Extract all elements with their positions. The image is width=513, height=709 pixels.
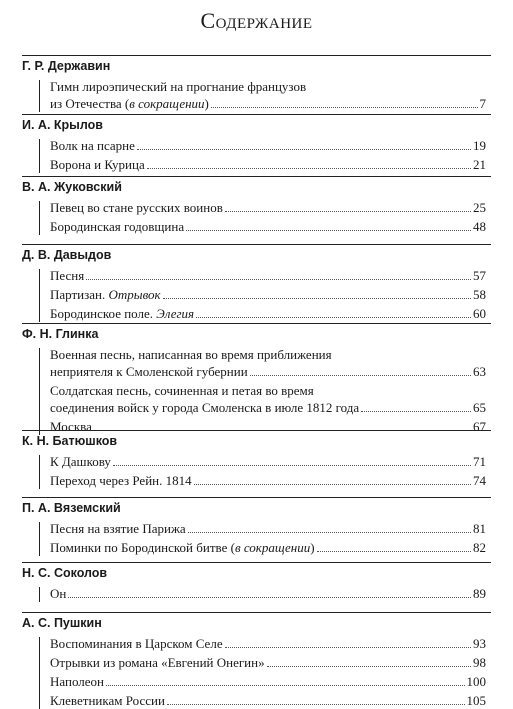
entry-row xyxy=(50,199,486,216)
toc-entry[interactable] xyxy=(50,673,486,690)
entries-bracket xyxy=(39,80,40,112)
entry-title-italic: в сокращении xyxy=(129,96,205,111)
dot-leader xyxy=(188,532,471,533)
entry-title-text: Ворона и Курица xyxy=(50,157,145,172)
entry-title-text: соединения войск у города Смоленска в июле 1812 года xyxy=(50,400,360,415)
page-number: 63 xyxy=(473,364,486,379)
entry-title xyxy=(50,539,315,556)
entry-title-line: Гимн лироэпический на прогнание французов xyxy=(50,79,307,94)
page-number: 21 xyxy=(473,157,486,172)
entry-title-suffix: ) xyxy=(204,96,209,111)
toc-entry[interactable] xyxy=(50,78,486,112)
entry-title-text: Он xyxy=(50,586,67,601)
page-number: 65 xyxy=(473,400,486,415)
page-number: 81 xyxy=(473,521,486,536)
entry-title-suffix: ) xyxy=(310,540,315,555)
toc-entry[interactable] xyxy=(50,218,486,235)
entry-row xyxy=(50,635,486,652)
page-number: 48 xyxy=(473,219,486,234)
section-rule xyxy=(22,612,491,613)
entry-title xyxy=(50,137,135,154)
entry-title xyxy=(50,267,84,284)
entry-title xyxy=(50,418,92,435)
dot-leader xyxy=(361,411,471,412)
entry-row xyxy=(50,654,486,671)
entries-bracket xyxy=(39,637,40,709)
dot-leader xyxy=(68,597,471,598)
entry-title-text: из Отечества ( xyxy=(50,96,130,111)
entry-title xyxy=(50,673,104,690)
entry-row xyxy=(50,286,486,303)
dot-leader xyxy=(267,666,471,667)
entry-title-text: Отрывки из романа «Евгений Онегин» xyxy=(50,655,265,670)
dot-leader xyxy=(196,317,471,318)
entry-row xyxy=(50,673,486,690)
toc-entry[interactable] xyxy=(50,692,486,709)
entry-title xyxy=(50,286,161,303)
section-rule xyxy=(22,562,491,563)
entry-row xyxy=(50,585,486,602)
entry-title xyxy=(50,95,209,112)
entry-title-text: Бородинская годовщина xyxy=(50,219,185,234)
entry-title xyxy=(50,218,184,235)
entry-row xyxy=(50,418,486,435)
toc-entry[interactable] xyxy=(50,654,486,671)
dot-leader xyxy=(186,230,471,231)
entry-title xyxy=(50,199,223,216)
entry-row xyxy=(50,363,486,380)
page-title: Содержание xyxy=(200,8,313,33)
toc-entry[interactable] xyxy=(50,382,486,416)
toc-entry[interactable] xyxy=(50,418,486,435)
entry-title-text: Переход через Рейн. 1814 xyxy=(50,473,192,488)
toc-entry[interactable] xyxy=(50,635,486,652)
entry-title-italic: Отрывок xyxy=(108,287,161,302)
toc-entry[interactable] xyxy=(50,453,486,470)
entries-bracket xyxy=(39,269,40,322)
author-name: Г. Р. Державин xyxy=(22,59,111,73)
dot-leader xyxy=(106,685,465,686)
dot-leader xyxy=(194,484,471,485)
entry-row xyxy=(50,539,486,556)
entry-title-text: Песня xyxy=(50,268,85,283)
entries-bracket xyxy=(39,522,40,556)
dot-leader xyxy=(147,168,471,169)
section-rule xyxy=(22,430,491,431)
toc-entry[interactable] xyxy=(50,520,486,537)
dot-leader xyxy=(113,465,471,466)
entry-title xyxy=(50,520,186,537)
author-name: А. С. Пушкин xyxy=(22,616,102,630)
entry-title xyxy=(50,692,165,709)
entry-title-text: Бородинское поле. xyxy=(50,306,157,321)
entry-title-text: Партизан. xyxy=(50,287,109,302)
page-number: 67 xyxy=(473,419,486,434)
page-number: 82 xyxy=(473,540,486,555)
section-rule xyxy=(22,114,491,115)
entry-title-text: Воспоминания в Царском Селе xyxy=(50,636,223,651)
section-rule xyxy=(22,176,491,177)
page-number: 25 xyxy=(473,200,486,215)
toc-entry[interactable] xyxy=(50,539,486,556)
entries-bracket xyxy=(39,201,40,235)
toc-entry[interactable] xyxy=(50,137,486,154)
entry-row xyxy=(50,472,486,489)
dot-leader xyxy=(86,279,471,280)
entry-title-text: Песня на взятие Парижа xyxy=(50,521,186,536)
dot-leader xyxy=(225,647,471,648)
page-number: 93 xyxy=(473,636,486,651)
entry-title-line: Солдатская песнь, сочиненная и петая во время xyxy=(50,383,314,398)
page-number: 19 xyxy=(473,138,486,153)
entry-row xyxy=(50,218,486,235)
entry-title xyxy=(50,654,265,671)
page-number: 7 xyxy=(479,96,486,111)
page-number: 89 xyxy=(473,586,486,601)
section-rule xyxy=(22,244,491,245)
author-name: Ф. Н. Глинка xyxy=(22,327,99,341)
entry-title-text: Клеветникам России xyxy=(50,693,165,708)
section-rule xyxy=(22,323,491,324)
section-rule xyxy=(22,497,491,498)
page-number: 105 xyxy=(466,693,486,708)
toc-entry[interactable] xyxy=(50,267,486,284)
dot-leader xyxy=(163,298,471,299)
entry-row xyxy=(50,137,486,154)
toc-entry[interactable] xyxy=(50,585,486,602)
entry-title-text: Певец во стане русских воинов xyxy=(50,200,223,215)
entry-title xyxy=(50,472,192,489)
entry-row xyxy=(50,95,486,112)
page-number: 100 xyxy=(466,674,486,689)
section-rule xyxy=(22,55,491,56)
entry-row xyxy=(50,305,486,322)
author-name: Н. С. Соколов xyxy=(22,566,108,580)
entry-title xyxy=(50,156,145,173)
entry-row xyxy=(50,520,486,537)
toc-entry[interactable] xyxy=(50,472,486,489)
page-number: 71 xyxy=(473,454,486,469)
toc-entry[interactable] xyxy=(50,346,486,380)
dot-leader xyxy=(317,551,471,552)
entry-title xyxy=(50,585,66,602)
toc-entry[interactable] xyxy=(50,156,486,173)
entry-title xyxy=(50,305,194,322)
author-name: И. А. Крылов xyxy=(22,118,103,132)
dot-leader xyxy=(211,107,478,108)
entry-row xyxy=(50,399,486,416)
entries-bracket xyxy=(39,348,40,435)
author-name: П. А. Вяземский xyxy=(22,501,121,515)
entry-title xyxy=(50,363,248,380)
entry-title-text: Москва xyxy=(50,419,92,434)
author-name: К. Н. Батюшков xyxy=(22,434,118,448)
dot-leader xyxy=(137,149,471,150)
entry-title-text: Поминки по Бородинской битве ( xyxy=(50,540,235,555)
entries-bracket xyxy=(39,587,40,602)
entry-row xyxy=(50,692,486,709)
entry-title-line: Военная песнь, написанная во время приближения xyxy=(50,347,332,362)
author-name: В. А. Жуковский xyxy=(22,180,122,194)
entry-title-text: Волк на псарне xyxy=(50,138,135,153)
entry-title-italic: Элегия xyxy=(156,306,195,321)
dot-leader xyxy=(225,211,471,212)
page-number: 98 xyxy=(473,655,486,670)
entry-title xyxy=(50,399,359,416)
dot-leader xyxy=(250,375,471,376)
toc-entry[interactable] xyxy=(50,286,486,303)
entry-row xyxy=(50,267,486,284)
entry-title-text: неприятеля к Смоленской губернии xyxy=(50,364,248,379)
page-number: 74 xyxy=(473,473,486,488)
entry-title-text: К Дашкову xyxy=(50,454,111,469)
page-number: 60 xyxy=(473,306,486,321)
dot-leader xyxy=(167,704,465,705)
entry-row xyxy=(50,453,486,470)
page-number: 57 xyxy=(473,268,486,283)
author-name: Д. В. Давыдов xyxy=(22,248,112,262)
toc-entry[interactable] xyxy=(50,305,486,322)
toc-entry[interactable] xyxy=(50,199,486,216)
entry-row xyxy=(50,156,486,173)
entry-title xyxy=(50,635,223,652)
entries-bracket xyxy=(39,455,40,489)
page-number: 58 xyxy=(473,287,486,302)
entries-bracket xyxy=(39,139,40,173)
entry-title xyxy=(50,453,111,470)
entry-title-italic: в сокращении xyxy=(234,540,311,555)
entry-title-text: Наполеон xyxy=(50,674,104,689)
